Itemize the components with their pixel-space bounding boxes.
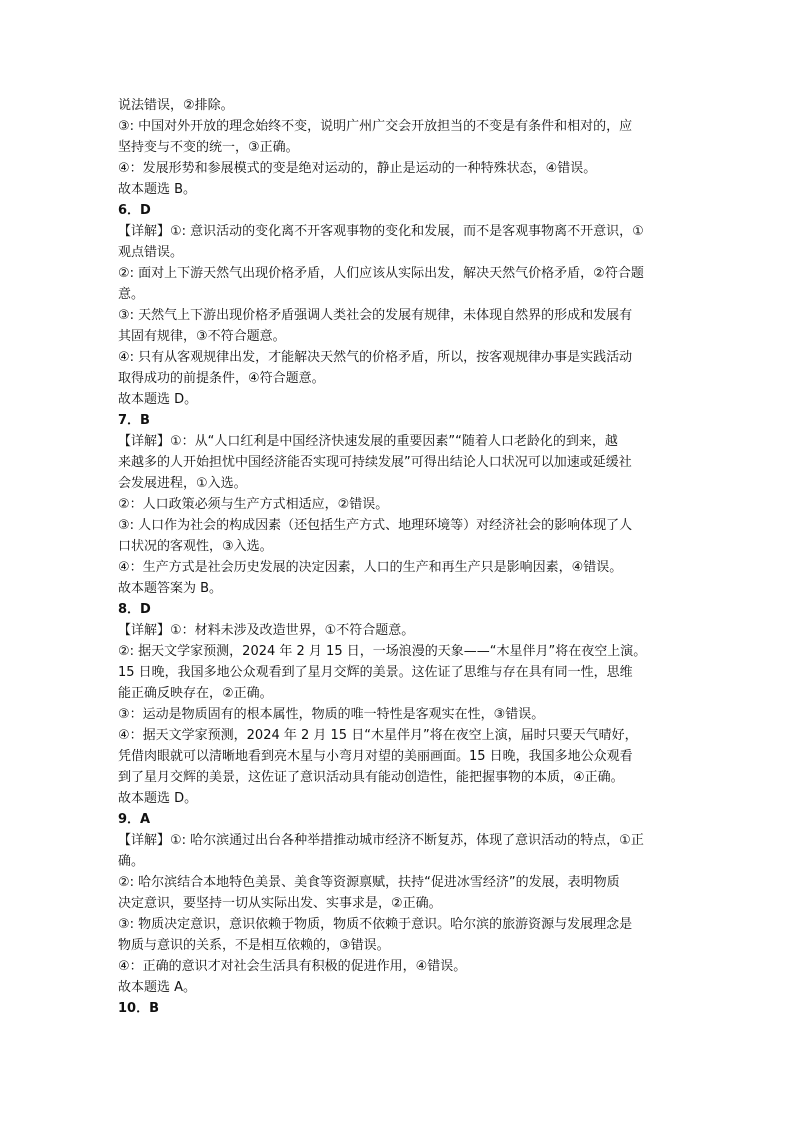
- text-line: 15 日晚，我国多地公众观看到了星月交辉的美景。这佐证了思维与存在具有同一性，思维: [118, 665, 633, 680]
- question-number-8: 8．D: [118, 602, 151, 617]
- text-line: ②: 哈尔滨结合本地特色美景、美食等资源禀赋，扶持“促进冰雪经济”的发展，表明物质: [118, 875, 620, 890]
- text-line: 取得成功的前提条件，④符合题意。: [118, 371, 325, 386]
- text-line: ③: 物质决定意识，意识依赖于物质，物质不依赖于意识。哈尔滨的旅游资源与发展理念是: [118, 917, 633, 932]
- text-line: 【详解】①：材料未涉及改造世界，①不符合题意。: [118, 623, 415, 638]
- text-line: ②: 据天文学家预测，2024 年 2 月 15 日，一场浪漫的天象——“木星伴月”将在夜空上演。: [118, 644, 647, 659]
- text-line: ③: 天然气上下游出现价格矛盾强调人类社会的发展有规律，未体现自然界的形成和发展有: [118, 308, 633, 323]
- text-line: 口状况的客观性，③入选。: [118, 539, 273, 554]
- text-line: 意。: [118, 287, 145, 302]
- text-line: 确。: [118, 854, 145, 869]
- text-line: ④：正确的意识才对社会生活具有积极的促进作用，④错误。: [118, 959, 467, 974]
- text-line: 能正确反映存在，②正确。: [118, 686, 273, 701]
- text-line: ②: 面对上下游天然气出现价格矛盾，人们应该从实际出发，解决天然气价格矛盾，②符合题: [118, 266, 644, 281]
- text-line: 观点错误。: [118, 245, 184, 260]
- text-line: 会发展进程，①入选。: [118, 476, 247, 491]
- answer-text-block: [118, 95, 698, 1019]
- text-line: 来越多的人开始担忧中国经济能否实现可持续发展”可得出结论人口状况可以加速或延缓社: [118, 455, 632, 470]
- text-line: 坚持变与不变的统一，③正确。: [118, 140, 299, 155]
- text-line: 到了星月交辉的美景，这佐证了意识活动具有能动创造性，能把握事物的本质，④正确。: [118, 770, 624, 785]
- text-line: 物质与意识的关系，不是相互依赖的，③错误。: [118, 938, 390, 953]
- text-line: 故本题选 D。: [118, 392, 198, 407]
- text-line: 决定意识，要坚持一切从实际出发、实事求是，②正确。: [118, 896, 442, 911]
- text-line: 故本题答案为 B。: [118, 581, 223, 596]
- text-line: ④：发展形势和参展模式的变是绝对运动的，静止是运动的一种特殊状态，④错误。: [118, 161, 597, 176]
- question-number-9: 9．A: [118, 812, 151, 827]
- text-line: 【详解】①：从“人口红利是中国经济快速发展的重要因素”“随着人口老龄化的到来，越: [118, 434, 618, 449]
- question-number-10: 10．B: [118, 1001, 159, 1016]
- text-line: 其固有规律，③不符合题意。: [118, 329, 286, 344]
- text-line: 【详解】①: 哈尔滨通过出台各种举措推动城市经济不断复苏，体现了意识活动的特点，①正: [118, 833, 644, 848]
- text-line: ②：人口政策必须与生产方式相适应，②错误。: [118, 497, 389, 512]
- text-line: 凭借肉眼就可以清晰地看到亮木星与小弯月对望的美丽画面。15 日晚，我国多地公众观看: [118, 749, 633, 764]
- text-line: 【详解】①: 意识活动的变化离不开客观事物的变化和发展，而不是客观事物离不开意识，①: [118, 224, 644, 239]
- question-number-6: 6．D: [118, 203, 151, 218]
- text-line: 故本题选 B。: [118, 182, 197, 197]
- text-line: ④：据天文学家预测，2024 年 2 月 15 日“木星伴月”将在夜空上演，届时只要天气晴好，: [118, 728, 638, 743]
- text-line: 说法错误，②排除。: [118, 98, 234, 113]
- question-number-7: 7．B: [118, 413, 150, 428]
- text-line: ③: 人口作为社会的构成因素（还包括生产方式、地理环境等）对经济社会的影响体现了人: [118, 518, 633, 533]
- text-line: ④：生产方式是社会历史发展的决定因素，人口的生产和再生产只是影响因素，④错误。: [118, 560, 623, 575]
- text-line: 故本题选 A。: [118, 980, 197, 995]
- text-line: ③: 中国对外开放的理念始终不变，说明广州广交会开放担当的不变是有条件和相对的，应: [118, 119, 633, 134]
- text-line: ③：运动是物质固有的根本属性，物质的唯一特性是客观实在性，③错误。: [118, 707, 545, 722]
- text-line: ④: 只有从客观规律出发，才能解决天然气的价格矛盾，所以，按客观规律办事是实践活动: [118, 350, 633, 365]
- text-line: 故本题选 D。: [118, 791, 198, 806]
